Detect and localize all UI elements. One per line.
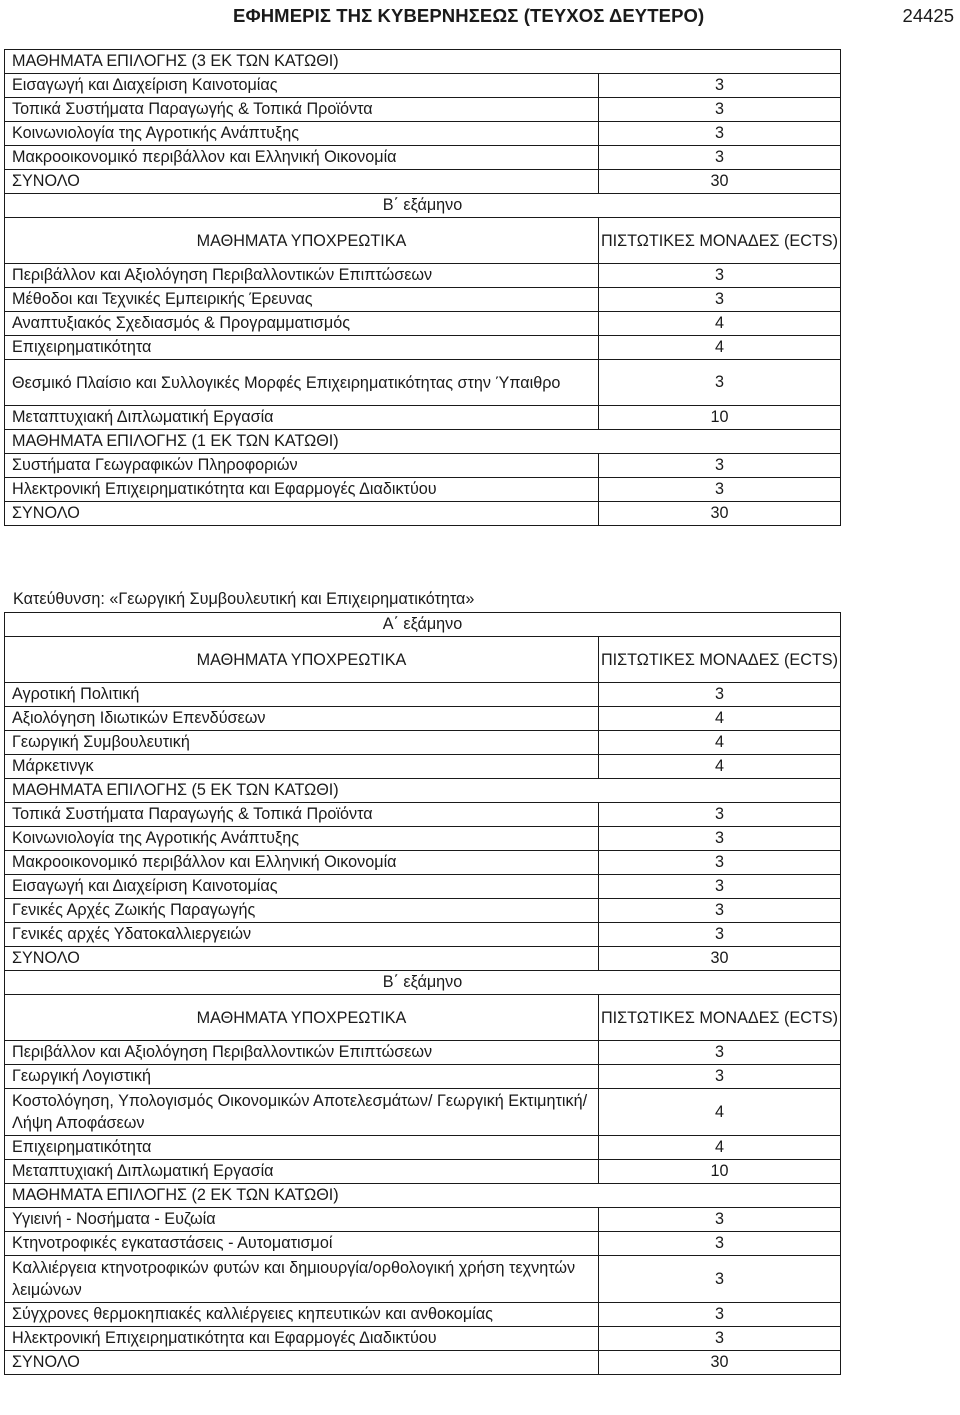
course-name: Μακροοικονομικό περιβάλλον και Ελληνική Οικονομία	[5, 146, 599, 170]
course-row	[5, 454, 841, 478]
course-credits: 10	[599, 406, 841, 430]
course-credits: 3	[599, 360, 841, 406]
section-title: ΜΑΘΗΜΑΤΑ ΕΠΙΛΟΓΗΣ (3 ΕΚ ΤΩΝ ΚΑΤΩΘΙ)	[5, 50, 841, 74]
course-row	[5, 336, 841, 360]
table-2-body	[5, 613, 841, 1375]
course-name: Αγροτική Πολιτική	[5, 683, 599, 707]
course-name: Καλλιέργεια κτηνοτροφικών φυτών και δημιουργία/ορθολογική χρήση τεχνητών λειμώνων	[5, 1256, 599, 1303]
course-name: Ηλεκτρονική Επιχειρηματικότητα και Εφαρμογές Διαδικτύου	[5, 478, 599, 502]
course-row	[5, 288, 841, 312]
course-row	[5, 1208, 841, 1232]
curriculum-table-1	[4, 49, 841, 526]
course-row	[5, 899, 841, 923]
total-row	[5, 502, 841, 526]
course-row	[5, 803, 841, 827]
course-credits: 4	[599, 755, 841, 779]
course-name: Αναπτυξιακός Σχεδιασμός & Προγραμματισμός	[5, 312, 599, 336]
elective-section-row	[5, 430, 841, 454]
course-row	[5, 1303, 841, 1327]
semester-row	[5, 613, 841, 637]
course-row	[5, 707, 841, 731]
course-row	[5, 755, 841, 779]
course-credits: 3	[599, 1232, 841, 1256]
total-label: ΣΥΝΟΛΟ	[5, 1351, 599, 1375]
course-row	[5, 1041, 841, 1065]
course-row	[5, 1089, 841, 1136]
course-row	[5, 122, 841, 146]
course-name: Περιβάλλον και Αξιολόγηση Περιβαλλοντικών Επιπτώσεων	[5, 264, 599, 288]
course-row	[5, 312, 841, 336]
course-row	[5, 683, 841, 707]
course-row	[5, 1065, 841, 1089]
semester-row	[5, 194, 841, 218]
course-name: Περιβάλλον και Αξιολόγηση Περιβαλλοντικών Επιπτώσεων	[5, 1041, 599, 1065]
course-row	[5, 1232, 841, 1256]
course-row	[5, 875, 841, 899]
course-row	[5, 1136, 841, 1160]
course-name: Κοστολόγηση, Υπολογισμός Οικονομικών Αποτελεσμάτων/ Γεωργική Εκτιμητική/ Λήψη Αποφάσεων	[5, 1089, 599, 1136]
total-credits: 30	[599, 1351, 841, 1375]
table-1-body	[5, 50, 841, 526]
course-credits: 3	[599, 683, 841, 707]
total-label: ΣΥΝΟΛΟ	[5, 947, 599, 971]
course-credits: 3	[599, 1208, 841, 1232]
course-row	[5, 74, 841, 98]
course-credits: 4	[599, 731, 841, 755]
course-name: Γενικές αρχές Υδατοκαλλιεργειών	[5, 923, 599, 947]
ects-column-header: ΠΙΣΤΩΤΙΚΕΣ ΜΟΝΑΔΕΣ (ECTS)	[599, 637, 841, 683]
courses-column-header: ΜΑΘΗΜΑΤΑ ΥΠΟΧΡΕΩΤΙΚΑ	[5, 637, 599, 683]
course-name: Μάρκετινγκ	[5, 755, 599, 779]
course-row	[5, 731, 841, 755]
course-name: Θεσμικό Πλαίσιο και Συλλογικές Μορφές Επιχειρηματικότητας στην Ύπαιθρο	[5, 360, 599, 406]
course-credits: 3	[599, 1303, 841, 1327]
course-row	[5, 360, 841, 406]
course-name: Υγιεινή - Νοσήματα - Ευζωία	[5, 1208, 599, 1232]
course-credits: 4	[599, 1136, 841, 1160]
course-credits: 3	[599, 803, 841, 827]
course-credits: 3	[599, 899, 841, 923]
course-name: Μακροοικονομικό περιβάλλον και Ελληνική Οικονομία	[5, 851, 599, 875]
course-name: Ηλεκτρονική Επιχειρηματικότητα και Εφαρμογές Διαδικτύου	[5, 1327, 599, 1351]
page-number: 24425	[902, 5, 954, 26]
course-row	[5, 406, 841, 430]
course-credits: 3	[599, 1041, 841, 1065]
course-credits: 3	[599, 1327, 841, 1351]
course-credits: 3	[599, 288, 841, 312]
course-row	[5, 98, 841, 122]
elective-section-row	[5, 779, 841, 803]
elective-section-row	[5, 50, 841, 74]
section-title: ΜΑΘΗΜΑΤΑ ΕΠΙΛΟΓΗΣ (5 ΕΚ ΤΩΝ ΚΑΤΩΘΙ)	[5, 779, 841, 803]
course-row	[5, 478, 841, 502]
elective-section-row	[5, 1184, 841, 1208]
courses-column-header: ΜΑΘΗΜΑΤΑ ΥΠΟΧΡΕΩΤΙΚΑ	[5, 218, 599, 264]
direction-note: Κατεύθυνση: «Γεωργική Συμβουλευτική και Επιχειρηματικότητα»	[13, 590, 475, 608]
course-row	[5, 146, 841, 170]
course-credits: 3	[599, 98, 841, 122]
section-title: ΜΑΘΗΜΑΤΑ ΕΠΙΛΟΓΗΣ (1 ΕΚ ΤΩΝ ΚΑΤΩΘΙ)	[5, 430, 841, 454]
course-credits: 3	[599, 1065, 841, 1089]
course-credits: 3	[599, 454, 841, 478]
semester-title: Β΄ εξάμηνο	[5, 194, 841, 218]
ects-column-header: ΠΙΣΤΩΤΙΚΕΣ ΜΟΝΑΔΕΣ (ECTS)	[599, 218, 841, 264]
total-credits: 30	[599, 502, 841, 526]
course-credits: 3	[599, 478, 841, 502]
course-row	[5, 1256, 841, 1303]
course-row	[5, 1160, 841, 1184]
course-name: Τοπικά Συστήματα Παραγωγής & Τοπικά Προϊόντα	[5, 803, 599, 827]
course-name: Μεταπτυχιακή Διπλωματική Εργασία	[5, 1160, 599, 1184]
course-name: Εισαγωγή και Διαχείριση Καινοτομίας	[5, 875, 599, 899]
course-credits: 3	[599, 146, 841, 170]
course-name: Γεωργική Συμβουλευτική	[5, 731, 599, 755]
course-credits: 3	[599, 264, 841, 288]
column-header-row	[5, 218, 841, 264]
course-name: Κτηνοτροφικές εγκαταστάσεις - Αυτοματισμοί	[5, 1232, 599, 1256]
total-row	[5, 170, 841, 194]
course-name: Επιχειρηματικότητα	[5, 1136, 599, 1160]
total-row	[5, 947, 841, 971]
course-credits: 3	[599, 875, 841, 899]
total-label: ΣΥΝΟΛΟ	[5, 502, 599, 526]
course-name: Επιχειρηματικότητα	[5, 336, 599, 360]
course-credits: 4	[599, 336, 841, 360]
course-credits: 3	[599, 851, 841, 875]
course-row	[5, 923, 841, 947]
course-row	[5, 827, 841, 851]
course-name: Τοπικά Συστήματα Παραγωγής & Τοπικά Προϊόντα	[5, 98, 599, 122]
gazette-title: ΕΦΗΜΕΡΙΣ ΤΗΣ ΚΥΒΕΡΝΗΣΕΩΣ (ΤΕΥΧΟΣ ΔΕΥΤΕΡΟ)	[233, 5, 705, 26]
course-name: Γενικές Αρχές Ζωικής Παραγωγής	[5, 899, 599, 923]
course-name: Γεωργική Λογιστική	[5, 1065, 599, 1089]
course-name: Σύγχρονες θερμοκηπιακές καλλιέργειες κηπευτικών και ανθοκομίας	[5, 1303, 599, 1327]
total-credits: 30	[599, 170, 841, 194]
course-name: Κοινωνιολογία της Αγροτικής Ανάπτυξης	[5, 122, 599, 146]
column-header-row	[5, 637, 841, 683]
course-credits: 3	[599, 923, 841, 947]
course-credits: 3	[599, 122, 841, 146]
semester-row	[5, 971, 841, 995]
course-credits: 4	[599, 1089, 841, 1136]
course-row	[5, 264, 841, 288]
total-label: ΣΥΝΟΛΟ	[5, 170, 599, 194]
total-row	[5, 1351, 841, 1375]
course-credits: 4	[599, 707, 841, 731]
section-title: ΜΑΘΗΜΑΤΑ ΕΠΙΛΟΓΗΣ (2 ΕΚ ΤΩΝ ΚΑΤΩΘΙ)	[5, 1184, 841, 1208]
course-row	[5, 1327, 841, 1351]
course-name: Συστήματα Γεωγραφικών Πληροφοριών	[5, 454, 599, 478]
ects-column-header: ΠΙΣΤΩΤΙΚΕΣ ΜΟΝΑΔΕΣ (ECTS)	[599, 995, 841, 1041]
course-name: Αξιολόγηση Ιδιωτικών Επενδύσεων	[5, 707, 599, 731]
semester-title: Α΄ εξάμηνο	[5, 613, 841, 637]
course-credits: 3	[599, 827, 841, 851]
course-row	[5, 851, 841, 875]
course-name: Κοινωνιολογία της Αγροτικής Ανάπτυξης	[5, 827, 599, 851]
course-credits: 4	[599, 312, 841, 336]
curriculum-table-2	[4, 612, 841, 1375]
course-name: Μέθοδοι και Τεχνικές Εμπειρικής Έρευνας	[5, 288, 599, 312]
page-header	[0, 0, 960, 40]
total-credits: 30	[599, 947, 841, 971]
courses-column-header: ΜΑΘΗΜΑΤΑ ΥΠΟΧΡΕΩΤΙΚΑ	[5, 995, 599, 1041]
course-name: Μεταπτυχιακή Διπλωματική Εργασία	[5, 406, 599, 430]
course-credits: 3	[599, 1256, 841, 1303]
course-credits: 3	[599, 74, 841, 98]
course-credits: 10	[599, 1160, 841, 1184]
column-header-row	[5, 995, 841, 1041]
semester-title: Β΄ εξάμηνο	[5, 971, 841, 995]
course-name: Εισαγωγή και Διαχείριση Καινοτομίας	[5, 74, 599, 98]
